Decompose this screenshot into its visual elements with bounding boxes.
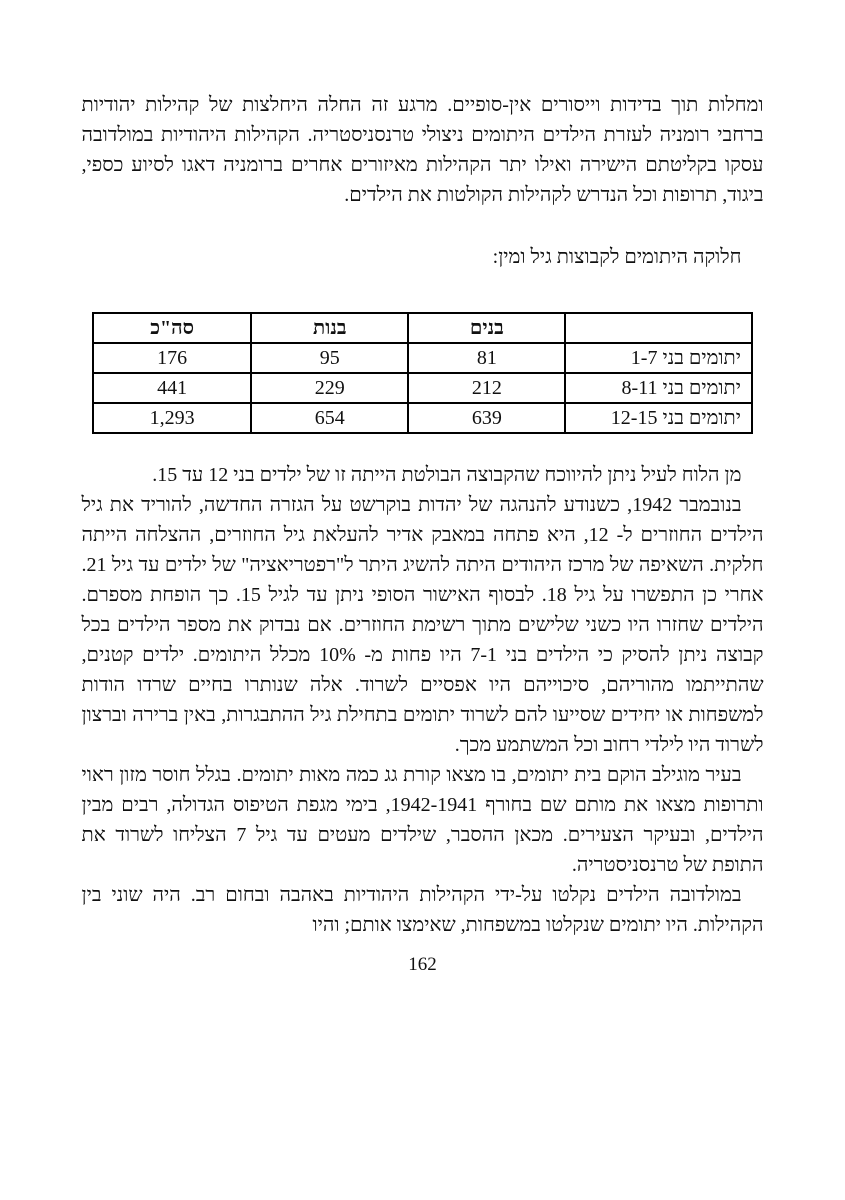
table-row [93, 403, 752, 433]
table-caption: חלוקה היתומים לקבוצות גיל ומין: [492, 246, 742, 268]
table-header-row [93, 313, 752, 343]
cell-boys-8-11: 212 [408, 373, 565, 403]
paragraph-mogilev-orphanage: בעיר מוגילב הוקם בית יתומים, בו מצאו קורת גג כמה מאות יתומים. בגלל חוסר מזון ראוי ותרופות מצאו את מותם שם בחורף 1942-1941, בימי מגפת הטיפוס הגדולה, רבים מבין הילדים, ובעיקר הצעירים. מכאן ההסבר, שילדים מעטים עד גיל 7 הצליחו לשרוד את התופת של טרנסניסטריה. [81, 764, 764, 876]
page-content [82, 0, 764, 980]
cell-girls-12-15: 654 [251, 403, 408, 433]
paragraph-moldova-absorption: במולדובה הילדים נקלטו על-ידי הקהילות היהודיות באהבה ובחום רב. היה שוני בין הקהילות. היו יתומים שנקלטו במשפחות, שאימצו אותם; והיו [81, 884, 764, 936]
cell-total-8-11: 441 [93, 373, 251, 403]
table-header-girls: בנות [251, 313, 408, 343]
row-label-age-1-7: יתומים בני 1-7 [565, 343, 752, 373]
row-label-age-12-15: יתומים בני 12-15 [565, 403, 752, 433]
opening-paragraph: ומחלות תוך בדידות וייסורים אין-סופיים. מרגע זה החלה היחלצות של קהילות יהודיות ברחבי רומניה לעזרת הילדים היתומים ניצולי טרנסניסטריה. הקהילות היהודיות במולדובה עסקו בקליטתם הישירה ואילו יתר הקהילות מאיזורים אחרים ברומניה דאגו לסיוע כספי, ביגוד, תרופות וכל הנדרש לקהילות הקולטות את הילדים. [81, 94, 764, 206]
cell-total-1-7: 176 [93, 343, 251, 373]
cell-boys-1-7: 81 [408, 343, 565, 373]
table-header-total: סה"כ [93, 313, 251, 343]
page-number: 162 [408, 954, 437, 975]
table-row [93, 373, 752, 403]
cell-girls-8-11: 229 [251, 373, 408, 403]
cell-girls-1-7: 95 [251, 343, 408, 373]
orphans-age-gender-table [92, 312, 753, 434]
cell-boys-12-15: 639 [408, 403, 565, 433]
paragraph-table-conclusion: מן הלוח לעיל ניתן להיווכח שהקבוצה הבולטת הייתה זו של ילדים בני 12 עד 15. [152, 464, 742, 486]
table-header-boys: בנים [408, 313, 565, 343]
table-header-label [565, 313, 752, 343]
paragraph-repatriation-struggle: בנובמבר 1942, כשנודע להנהגה של יהדות בוקרשט על הגזרה החדשה, להוריד את גיל הילדים החוזרים ל- 12, היא פתחה במאבק אדיר להעלאת גיל החוזרים, ההצלחה הייתה חלקית. השאיפה של מרכז היהודים היתה להשיג היתר ל"רפטריאציה" של ילדים עד גיל 21. אחרי כן התפשרו על גיל 18. לבסוף האישור הסופי ניתן עד לגיל 15. כך הופחת מספרם. הילדים שחזרו היו כשני שלישים מתוך רשימת החוזרים. אם נבדוק את מספר הילדים בכל קבוצה ניתן להסיק כי הילדים בני 7-1 היו פחות מ- 10% מכלל היתומים. ילדים קטנים, שהתייתמו מהוריהם, סיכוייהם היו אפסיים לשרוד. אלה שנותרו בחיים שרדו הודות למשפחות או יחידים שסייעו להם לשרוד יתומים בתחילת גיל ההתבגרות, באין ברירה וברצון לשרוד היו לילדי רחוב וכל המשתמע מכך. [81, 494, 764, 756]
table-row [93, 343, 752, 373]
row-label-age-8-11: יתומים בני 8-11 [565, 373, 752, 403]
cell-total-12-15: 1,293 [93, 403, 251, 433]
